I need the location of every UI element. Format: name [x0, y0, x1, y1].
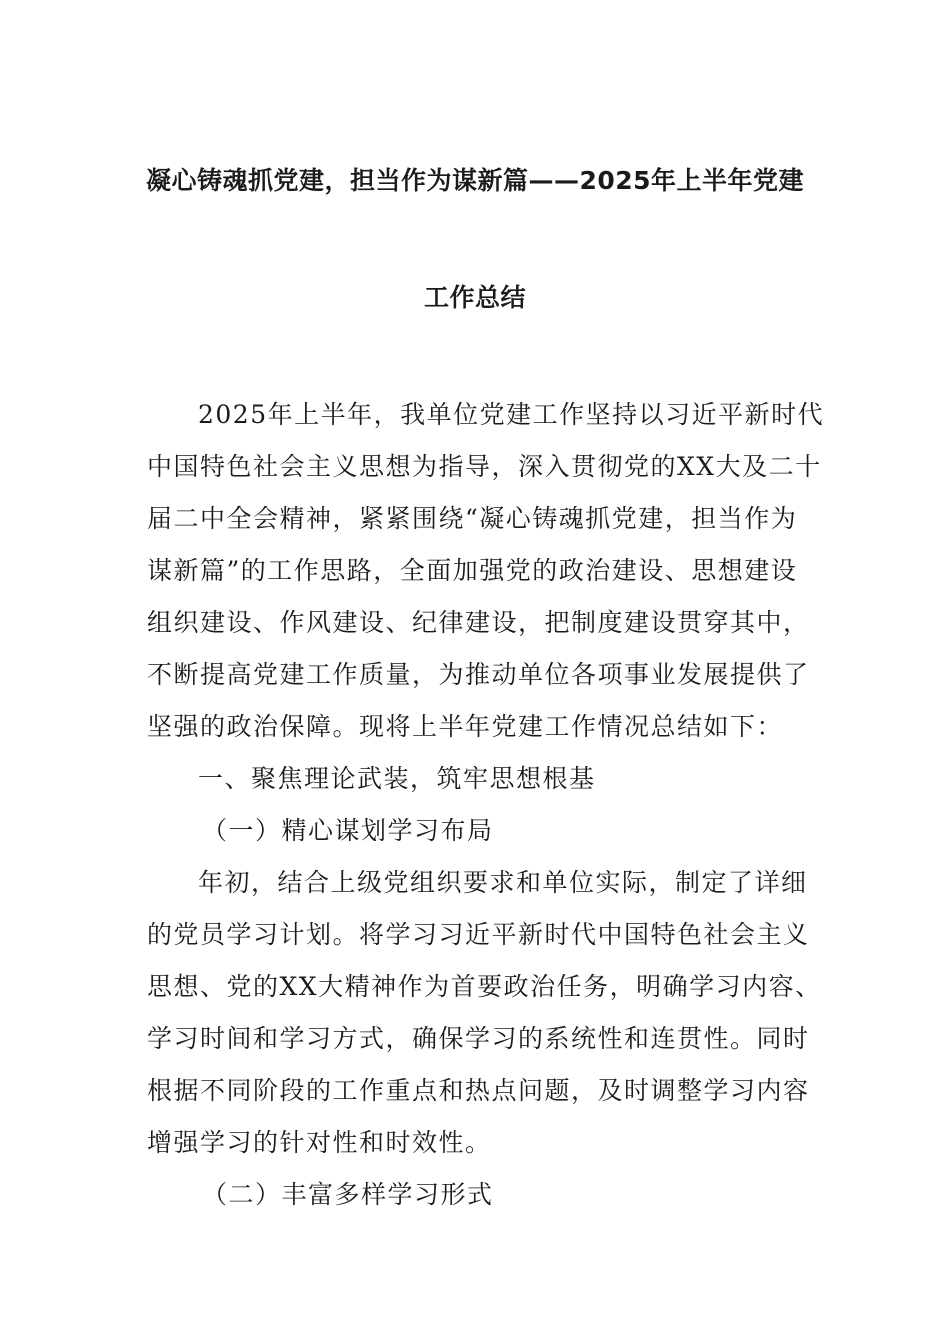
subsection-1-body-line: 学习时间和学习方式，确保学习的系统性和连贯性。同时	[147, 1024, 810, 1053]
intro-paragraph-line: 组织建设、作风建设、纪律建设，把制度建设贯穿其中，	[147, 608, 810, 637]
subsection-1-body-line: 的党员学习计划。将学习习近平新时代中国特色社会主义	[147, 920, 810, 949]
intro-paragraph-line: 2025年上半年，我单位党建工作坚持以习近平新时代	[198, 400, 825, 429]
subsection-1-body-line: 增强学习的针对性和时效性。	[147, 1128, 492, 1157]
intro-paragraph-line: 中国特色社会主义思想为指导，深入贯彻党的XX大及二十	[147, 452, 822, 481]
intro-paragraph-line: 届二中全会精神，紧紧围绕“凝心铸魂抓党建，担当作为	[147, 504, 798, 533]
intro-paragraph-line: 谋新篇”的工作思路，全面加强党的政治建设、思想建设	[147, 556, 798, 585]
subsection-1-body-line: 思想、党的XX大精神作为首要政治任务，明确学习内容、	[147, 972, 822, 1001]
subsection-2-heading: （二）丰富多样学习形式	[202, 1180, 494, 1209]
document-title-line-2: 工作总结	[423, 283, 526, 312]
subsection-1-body-line: 年初，结合上级党组织要求和单位实际，制定了详细	[198, 868, 808, 897]
intro-paragraph-line: 不断提高党建工作质量，为推动单位各项事业发展提供了	[147, 660, 810, 689]
intro-paragraph-line: 坚强的政治保障。现将上半年党建工作情况总结如下：	[147, 712, 784, 741]
section-1-heading: 一、聚焦理论武装，筑牢思想根基	[198, 764, 596, 793]
subsection-1-heading: （一）精心谋划学习布局	[202, 816, 494, 845]
document-title-line-1: 凝心铸魂抓党建，担当作为谋新篇——2025年上半年党建	[145, 166, 805, 195]
subsection-1-body-line: 根据不同阶段的工作重点和热点问题，及时调整学习内容	[147, 1076, 810, 1105]
